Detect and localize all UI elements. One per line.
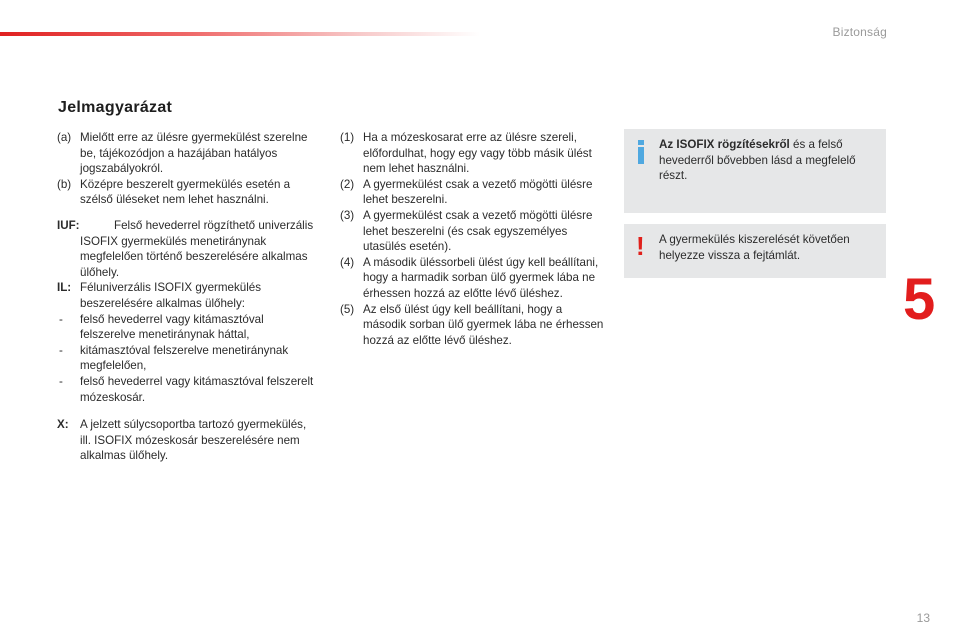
note-item-5: [340, 302, 605, 349]
legend-item-b: [57, 177, 317, 208]
legend-column-middle: [340, 130, 605, 348]
note-item-1: [340, 130, 605, 177]
legend-item-a: [57, 130, 317, 177]
info-box: [624, 129, 886, 213]
legend-item-il: [57, 280, 317, 311]
list-item: [57, 374, 317, 405]
note-key: (4): [340, 255, 355, 269]
section-title: Biztonság: [832, 25, 887, 39]
header-accent-bar: [0, 32, 480, 36]
legend-column-left: [57, 130, 317, 464]
list-item-text: felső hevederrel vagy kitámasztóval felszerelve menetiránynak háttal,: [80, 312, 264, 342]
dash-marker: -: [59, 312, 63, 326]
legend-item-iuf: [57, 218, 317, 280]
note-text: A gyermekülést csak a vezető mögötti ülésre lehet beszerelni.: [363, 177, 593, 207]
note-text: Ha a mózeskosarat erre az ülésre szereli, előfordulhat, hogy egy vagy több másik ülést nem lehet használni.: [363, 131, 592, 176]
warning-icon: !: [636, 231, 645, 261]
info-box-bold: Az ISOFIX rögzítésekről: [659, 138, 790, 151]
legend-key: X:: [57, 418, 69, 432]
note-item-2: [340, 177, 605, 208]
page-number: 13: [916, 611, 930, 625]
legend-text: Féluniverzális ISOFIX gyermekülés beszerelésére alkalmas ülőhely:: [80, 281, 262, 310]
legend-text: Mielőtt erre az ülésre gyermekülést szerelne be, tájékozódjon a hazájában hatályos jogszabályokról.: [80, 131, 308, 176]
note-key: (2): [340, 177, 355, 191]
dash-marker: -: [59, 343, 63, 357]
legend-text: Felső hevederrel rögzíthető univerzális ISOFIX gyermekülés menetiránynak megfelelően történő beszerelésére alkalmas ülőhely.: [80, 218, 314, 279]
page-title: Jelmagyarázat: [58, 99, 173, 116]
legend-key: (a): [57, 131, 72, 144]
legend-text: A jelzett súlycsoportba tartozó gyermekülés, ill. ISOFIX mózeskosár beszerelésére nem alkalmas ülőhely.: [80, 418, 307, 463]
legend-item-x: [57, 417, 317, 464]
warning-box-text: A gyermekülés kiszerelését követően helyezze vissza a fejtámlát.: [659, 233, 850, 262]
legend-text: Középre beszerelt gyermekülés esetén a szélső üléseket nem lehet használni.: [80, 177, 291, 207]
note-text: A második üléssorbeli ülést úgy kell beállítani, hogy a harmadik sorban ülő gyermek lába ne érhessen hozzá az előtte lévő üléshez.: [363, 255, 599, 300]
legend-key: (b): [57, 177, 72, 191]
list-item-text: kitámasztóval felszerelve menetiránynak megfelelően,: [80, 343, 289, 373]
info-box-text: és a felső hevederről bővebben lásd a megfelelő részt.: [659, 138, 856, 183]
note-item-4: [340, 255, 605, 302]
warning-box: [624, 224, 886, 278]
chapter-number: 5: [903, 267, 936, 332]
note-key: (3): [340, 208, 355, 222]
legend-key: IL:: [57, 281, 72, 295]
dash-marker: -: [59, 374, 63, 388]
info-icon: [636, 140, 646, 164]
legend-key: IUF:: [57, 218, 80, 232]
note-text: Az első ülést úgy kell beállítani, hogy a második sorban ülő gyermek lába ne érhessen hozzá az előtte lévő üléshez.: [363, 302, 604, 347]
list-item-text: felső hevederrel vagy kitámasztóval felszerelt mózeskosár.: [80, 374, 314, 404]
list-item: [57, 343, 317, 374]
note-key: (1): [340, 131, 355, 144]
note-key: (5): [340, 302, 355, 316]
note-item-3: [340, 208, 605, 255]
note-text: A gyermekülést csak a vezető mögötti ülésre lehet beszerelni (és csak egyszemélyes utasülés esetén).: [363, 208, 593, 254]
list-item: [57, 312, 317, 343]
